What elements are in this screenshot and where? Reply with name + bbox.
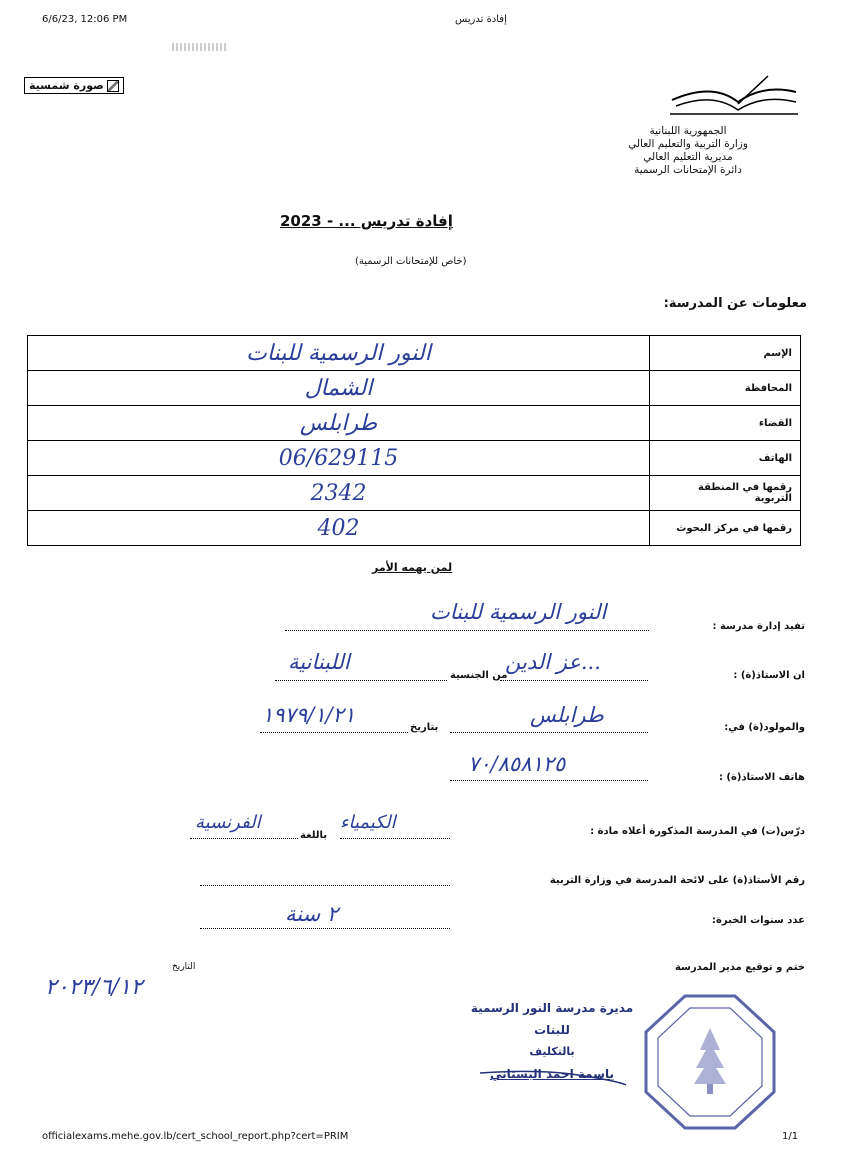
school-section-title: معلومات عن المدرسة: — [663, 296, 807, 311]
experience-label: عدد سنوات الخبرة: — [712, 915, 805, 926]
district-label: القضاء — [650, 406, 801, 441]
research-number-label: رقمها في مركز البحوث — [650, 511, 801, 546]
director-name: باسمة احمد البستاني — [489, 1067, 614, 1081]
teacher-phone-value: ٧٠/٨٥٨١٢٥ — [468, 752, 566, 776]
signature-label: ختم و توقيع مدير المدرسة — [674, 962, 805, 973]
school-info-table — [27, 335, 801, 546]
director-title: مديرة مدرسة النور الرسمية للبنات — [470, 1001, 634, 1037]
dotted-line — [340, 838, 450, 839]
to-whom-heading: لمن يهمه الأمر — [372, 561, 453, 574]
header-line-2: وزارة التربية والتعليم العالي — [628, 138, 748, 150]
document-subtitle: (خاص للإمتحانات الرسمية) — [355, 256, 467, 267]
image-icon — [107, 80, 119, 92]
dotted-line — [260, 732, 408, 733]
subject-label: درّس(ت) في المدرسة المذكورة أعلاه مادة : — [590, 826, 805, 837]
table-row — [28, 476, 801, 511]
dotted-line — [285, 630, 649, 631]
governorate-label: المحافظة — [650, 371, 801, 406]
school-phone-value: 06/629115 — [28, 441, 650, 476]
document-title: إفادة تدريس ... - 2023 — [280, 212, 453, 230]
header-line-3: مديرية التعليم العالي — [643, 151, 733, 163]
header-line-4: دائرة الإمتحانات الرسمية — [634, 164, 742, 176]
dotted-line — [450, 732, 648, 733]
header-line-1: الجمهورية اللبنانية — [649, 125, 727, 137]
official-stamp — [640, 992, 780, 1132]
teacher-value: ...عز الدين — [505, 650, 601, 674]
governorate-value: الشمال — [28, 371, 650, 406]
ministry-header — [600, 125, 776, 177]
region-number-value: 2342 — [28, 476, 650, 511]
date-label: التاريخ — [172, 962, 196, 972]
print-footer-url: officialexams.mehe.gov.lb/cert_school_report.php?cert=PRIM — [42, 1131, 349, 1142]
birthplace-label: والمولود(ة) في: — [724, 722, 805, 733]
director-assignment: بالتكليف — [529, 1045, 575, 1058]
dotted-line — [500, 680, 648, 681]
table-row — [28, 371, 801, 406]
school-name-value: النور الرسمية للبنات — [28, 336, 650, 371]
nationality-label: من الجنسية — [450, 670, 508, 681]
research-number-value: 402 — [28, 511, 650, 546]
table-row — [28, 406, 801, 441]
dotted-line — [275, 680, 447, 681]
language-label: باللغة — [300, 830, 328, 841]
dotted-line — [190, 838, 298, 839]
teacher-phone-label: هاتف الاستاذ(ة) : — [718, 772, 805, 783]
table-row — [28, 511, 801, 546]
print-datetime: 6/6/23, 12:06 PM — [42, 14, 128, 25]
signature-scribble — [478, 1065, 628, 1087]
print-page-title: إفادة تدريس — [455, 14, 507, 25]
dotted-line — [200, 928, 450, 929]
birthdate-value: ١٩٧٩/١/٢١ — [262, 703, 356, 727]
language-value: الفرنسية — [195, 812, 261, 833]
teacher-label: ان الاستاذ(ة) : — [733, 670, 805, 681]
dotted-line — [200, 885, 450, 886]
region-number-label: رقمها في المنطقة التربوية — [650, 476, 801, 511]
print-page-count: 1/1 — [782, 1131, 799, 1142]
district-value: طرابلس — [28, 406, 650, 441]
list-number-label: رقم الأستاذ(ة) على لائحة المدرسة في وزارة التربية — [549, 875, 805, 886]
school-name-label: الإسم — [650, 336, 801, 371]
school-admin-value: النور الرسمية للبنات — [430, 600, 607, 624]
nationality-value: اللبنانية — [288, 650, 350, 674]
school-admin-label: تفيد إدارة مدرسة : — [712, 621, 805, 632]
date-value: ٢٠٢٣/٦/١٢ — [45, 975, 143, 1000]
subject-value: الكيمياء — [340, 812, 396, 833]
birthplace-value: طرابلس — [530, 703, 604, 727]
ministry-logo — [668, 72, 800, 122]
birthdate-label: بتاريخ — [410, 722, 439, 733]
experience-value: ٢ سنة — [285, 902, 339, 926]
scan-smudge — [172, 43, 227, 51]
photo-placeholder — [24, 77, 124, 94]
dotted-line — [450, 780, 648, 781]
school-phone-label: الهاتف — [650, 441, 801, 476]
table-row — [28, 336, 801, 371]
table-row — [28, 441, 801, 476]
photo-placeholder-label: صورة شمسية — [29, 79, 104, 92]
